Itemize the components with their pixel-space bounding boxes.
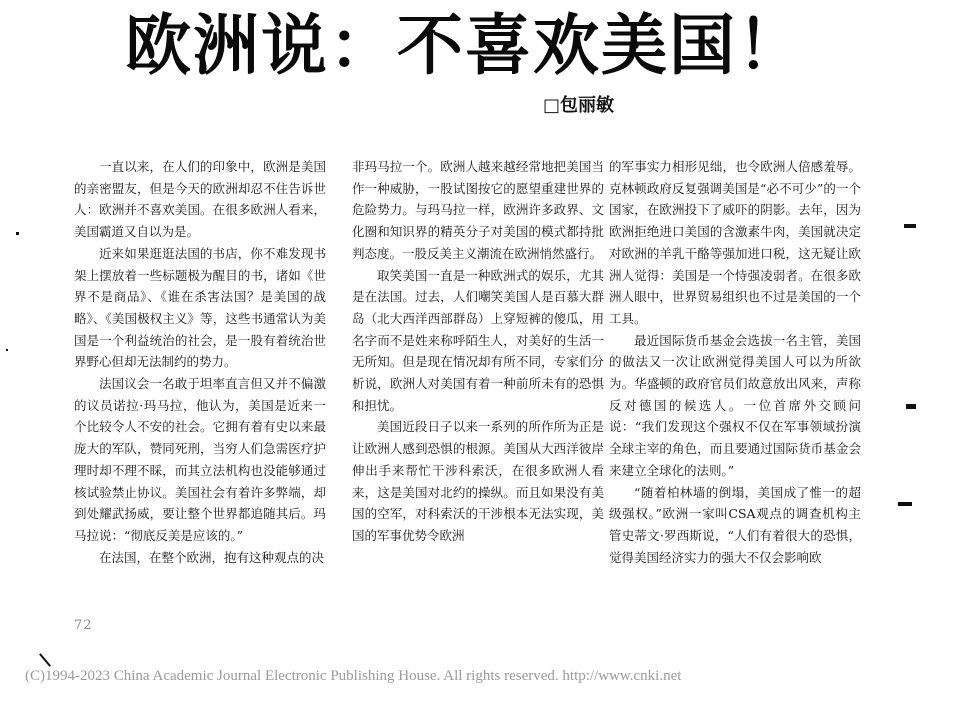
text-column-2 [352, 156, 604, 547]
copyright-footer: (C)1994-2023 China Academic Journal Electronic Publishing House. All rights reserved. http://www.cnki.net [25, 668, 682, 684]
author-byline: □包丽敏 [543, 95, 615, 116]
paragraph: 非玛马拉一个。欧洲人越来越经常地把美国当作一种威胁，一股试图按它的愿望重建世界的危险势力。与玛马拉一样，欧洲许多政界、文化圈和知识界的精英分子对美国的模式都持批判态度。一股反美主义潮流在欧洲悄然盛行。 [352, 159, 604, 261]
paragraph: 美国近段日子以来一系列的所作所为正是让欧洲人感到恐惧的根源。美国从大西洋彼岸伸出手来帮忙干涉科索沃，在很多欧洲人看来，这是美国对北约的操纵。而且如果没有美国的空军，对科索沃的干涉根本无法实现，美国的军事优势令欧洲 [352, 419, 604, 543]
scan-mark [906, 404, 916, 409]
scan-mark [39, 653, 51, 667]
article-title: 欧洲说：不喜欢美国！ [125, 7, 805, 84]
paragraph: “随着柏林墙的倒塌，美国成了惟一的超级强权。”欧洲一家叫CSA观点的调查机构主管史蒂文·罗西斯说，“人们有着很大的恐惧，觉得美国经济实力的强大不仅会影响欧 [609, 484, 861, 565]
paragraph: 最近国际货币基金会选拔一名主管，美国的做法又一次让欧洲觉得美国人可以为所欲为。华盛顿的政府官员们故意放出风来，声称反对德国的候选人。一位首席外交顾问说：“我们发现这个强权不仅在军事领域扮演全球主宰的角色，而且要通过国际货币基金会来建立全球化的法则。” [609, 332, 861, 478]
text-column-3 [609, 156, 861, 568]
paragraph: 近来如果逛逛法国的书店，你不难发现书架上摆放着一些标题极为醒目的书，诸如《世界不是商品》、《谁在杀害法国？是美国的战略》、《美国极权主义》等，这些书通常认为美国是一个利益统治的社会，是一股有着统治世界野心但却无法制约的势力。 [74, 245, 326, 370]
scan-mark [16, 232, 19, 235]
scan-mark [904, 224, 916, 228]
paragraph: 取笑美国一直是一种欧洲式的娱乐，尤其是在法国。过去，人们嘲笑美国人是百慕大群岛（北大西洋西部群岛）上穿短裤的傻瓜，用名字而不是姓来称呼陌生人，对美好的生活一无所知。但是现在情况却有所不同，专家们分析说，欧洲人对美国有着一种前所未有的恐惧和担忧。 [352, 267, 604, 413]
paragraph: 的军事实力相形见绌，也令欧洲人倍感羞辱。克林顿政府反复强调美国是“必不可少”的一个国家，在欧洲投下了威吓的阴影。去年，因为欧洲拒绝进口美国的含激素牛肉，美国就决定对欧洲的羊乳干酪等强加进口税，这无疑让欧洲人觉得：美国是一个恃强凌弱者。在很多欧洲人眼中，世界贸易组织也不过是美国的一个工具。 [609, 159, 861, 326]
scan-mark [898, 502, 912, 506]
paragraph: 法国议会一名敢于坦率直言但又并不偏激的议员诺拉·玛马拉，他认为，美国是近来一个比较令人不安的社会。它拥有着有史以来最庞大的军队，赞同死刑，当穷人们急需医疗护理时却不理不睬，而其立法机构也没能够通过核试验禁止协议。美国社会有着许多弊端，却到处耀武扬威，要让整个世界都追随其后。玛马拉说：“彻底反美是应该的。” [74, 376, 326, 543]
text-column-1 [74, 156, 326, 568]
page-number: 72 [74, 618, 93, 633]
paragraph: 在法国，在整个欧洲，抱有这种观点的决 [99, 549, 325, 565]
scan-mark [6, 349, 8, 351]
paragraph: 一直以来，在人们的印象中，欧洲是美国的亲密盟友，但是今天的欧洲却忍不住告诉世人：欧洲并不喜欢美国。在很多欧洲人看来，美国霸道又自以为是。 [74, 159, 326, 240]
